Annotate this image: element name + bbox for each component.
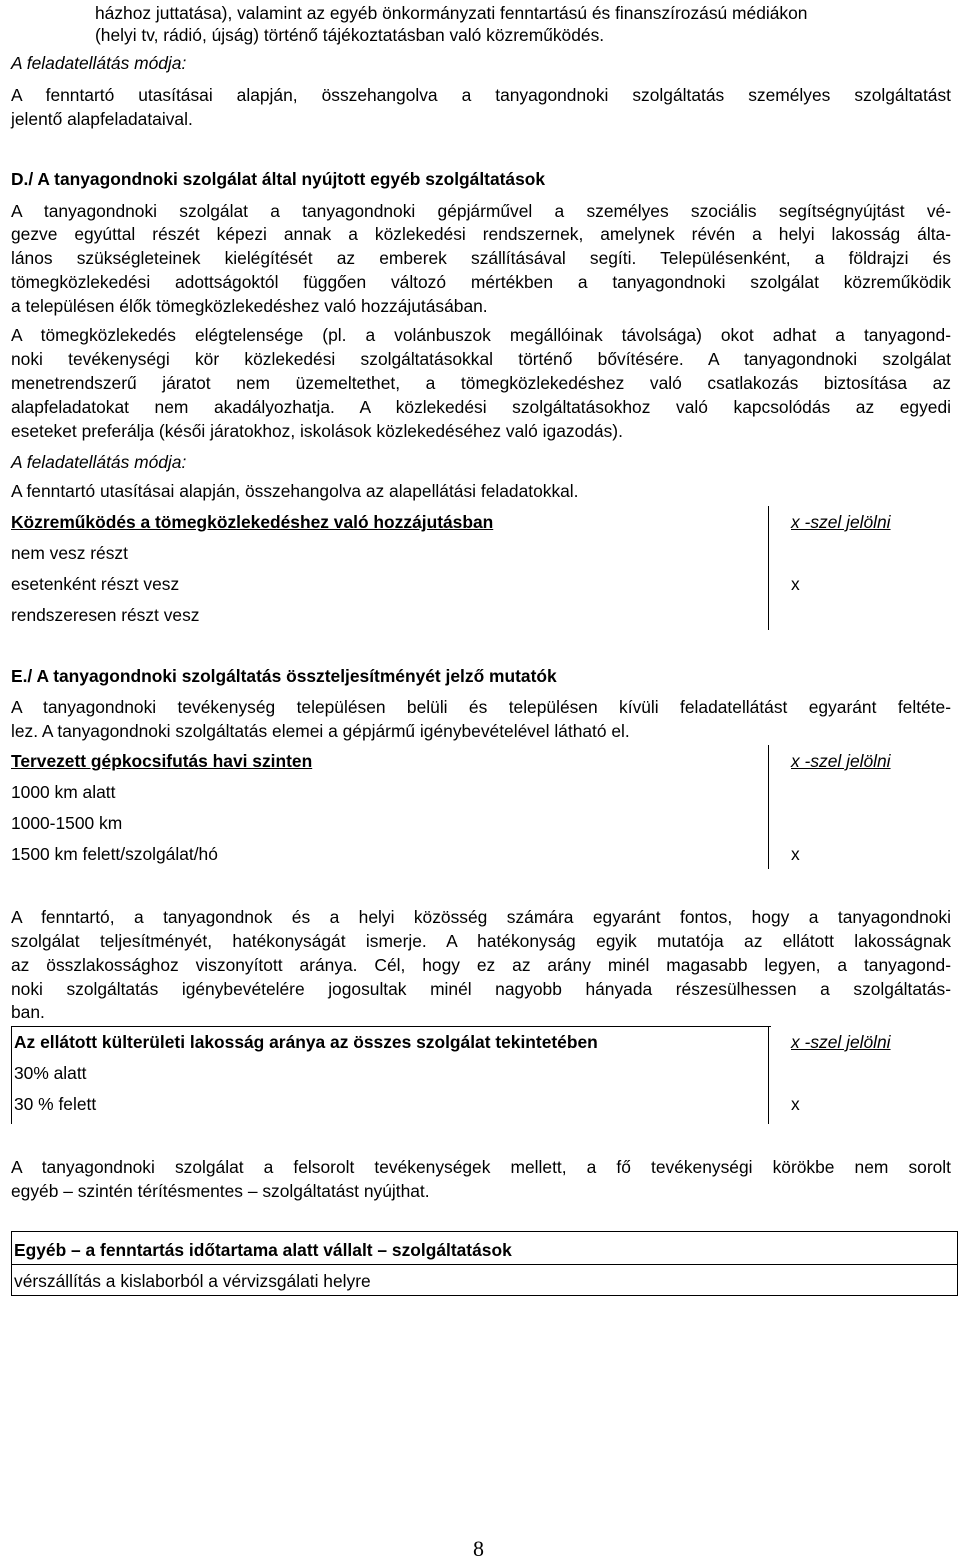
table-left-border: [11, 1231, 12, 1296]
table-top-border: [11, 1026, 771, 1027]
table-row-label: 30% alatt: [14, 1063, 87, 1083]
table-bottom-border: [11, 1295, 958, 1296]
table-column-divider: [768, 1026, 769, 1124]
d-p1-line: lános szükségleteinek kielégítését az emberek szállításával segíti. Településenként, a földrajzi és: [11, 248, 951, 268]
table-row-label: rendszeresen részt vesz: [11, 605, 200, 625]
e-p2-line: ban.: [11, 1002, 45, 1022]
table-row-mark: x: [791, 1094, 800, 1114]
table-header: Az ellátott külterületi lakosság aránya az összes szolgálat tekintetében: [14, 1032, 598, 1052]
mark-column-header: x -szel jelölni: [791, 1032, 891, 1052]
table-row-mark: x: [791, 844, 800, 864]
top-line-3: A fenntartó utasításai alapján, összehangolva a tanyagondnoki szolgáltatás személyes szolgáltatást: [11, 85, 951, 105]
d-p1-line: tömegközlekedési adottságoktól függően változó mértékben a tanyagondnoki szolgálat közreműködik: [11, 272, 951, 292]
table-row-label: 30 % felett: [14, 1094, 97, 1114]
table-row-mark: x: [791, 574, 800, 594]
e-p3-line: egyéb – szintén térítésmentes – szolgáltatást nyújthat.: [11, 1181, 430, 1201]
e-p2-line: noki szolgáltatás igénybevételére jogosultak minél nagyobb hányada részesülhessen a szolgáltatás-: [11, 979, 951, 999]
section-d-title-rest: / A tanyagondnoki szolgálat által nyújtott egyéb szolgáltatások: [28, 169, 546, 189]
e-p1-line: A tanyagondnoki tevékenység településen belüli és településen kívüli feladatellátást egyaránt feltéte-: [11, 697, 951, 717]
section-d-prefix: D.: [11, 169, 29, 189]
e-p2-line: az összlakossághoz viszonyított aránya. Cél, hogy ez az arány minél magasabb legyen, a tanyagond-: [11, 955, 951, 975]
mark-column-header: x -szel jelölni: [791, 512, 891, 532]
d-p2-line: eseteket preferálja (késői járatokhoz, iskolások közlekedéséhez való igazodás).: [11, 421, 623, 441]
table-header: Egyéb – a fenntartás időtartama alatt vállalt – szolgáltatások: [14, 1240, 512, 1260]
e-p1-line: lez. A tanyagondnoki szolgáltatás elemei a gépjármű igénybevételével látható el.: [11, 721, 630, 741]
top-line-1: házhoz juttatása), valamint az egyéb önkormányzati fenntartású és finanszírozású médiákon: [95, 3, 808, 23]
section-e-title: E./ A tanyagondnoki szolgáltatás összteljesítményét jelző mutatók: [11, 666, 557, 686]
mode-label-top: A feladatellátás módja:: [11, 53, 187, 73]
d-p2-line: noki tevékenységi kör közlekedési szolgáltatásokkal történő bővítésére. A tanyagondnoki szolgálat: [11, 349, 951, 369]
d-p2-line: alapfeladatokat nem akadályozhatja. A közlekedési szolgáltatásokhoz való kapcsolódás az egyedi: [11, 397, 951, 417]
e-p2-line: szolgálat teljesítményét, hatékonyságát ismerje. A hatékonyság egyik mutatója az ellátott lakosságnak: [11, 931, 951, 951]
table-header: Közreműködés a tömegközlekedéshez való hozzájutásban: [11, 512, 494, 532]
table-row-label: nem vesz részt: [11, 543, 128, 563]
mark-column-header: x -szel jelölni: [791, 751, 891, 771]
table-row-label: esetenként részt vesz: [11, 574, 180, 594]
table-row-label: vérszállítás a kislaborból a vérvizsgálati helyre: [14, 1271, 371, 1291]
e-p3-line: A tanyagondnoki szolgálat a felsorolt tevékenységek mellett, a fő tevékenységi körökbe nem sorolt: [11, 1157, 951, 1177]
d-p1-line: gezve egyúttal részét képezi annak a közlekedési rendszernek, amelynek révén a helyi lakosság álta-: [11, 224, 951, 244]
table-header: Tervezett gépkocsifutás havi szinten: [11, 751, 313, 771]
table-row-label: 1000-1500 km: [11, 813, 123, 833]
mode-text-d: A fenntartó utasításai alapján, összehangolva az alapellátási feladatokkal.: [11, 481, 579, 501]
table-top-border: [11, 1231, 958, 1232]
section-d-title: [11, 168, 545, 190]
table-row-border: [11, 1264, 958, 1265]
table-column-divider: [768, 506, 769, 630]
d-p2-line: menetrendszerű járatot nem üzemeltethet, a tömegközlekedéshez való csatlakozás biztosítása az: [11, 373, 951, 393]
page-number: 8: [473, 1536, 484, 1561]
table-right-border: [957, 1231, 958, 1296]
top-line-2: (helyi tv, rádió, újság) történő tájékoztatásban való közreműködés.: [95, 25, 605, 45]
d-p1-line: A tanyagondnoki szolgálat a tanyagondnoki gépjárművel a személyes szociális segítségnyújtást vé-: [11, 201, 951, 221]
table-column-divider: [768, 745, 769, 869]
d-p2-line: A tömegközlekedés elégtelensége (pl. a volánbuszok megállóinak távolsága) okot adhat a tanyagond-: [11, 325, 951, 345]
e-p2-line: A fenntartó, a tanyagondnok és a helyi közösség számára egyaránt fontos, hogy a tanyagondnoki: [11, 907, 951, 927]
d-p1-line: a településen élők tömegközlekedéshez való hozzájutásában.: [11, 296, 488, 316]
mode-label-d: A feladatellátás módja:: [11, 452, 187, 472]
table-left-border: [11, 1026, 12, 1124]
top-line-4: jelentő alapfeladataival.: [11, 109, 193, 129]
table-row-label: 1000 km alatt: [11, 782, 116, 802]
table-row-label: 1500 km felett/szolgálat/hó: [11, 844, 218, 864]
